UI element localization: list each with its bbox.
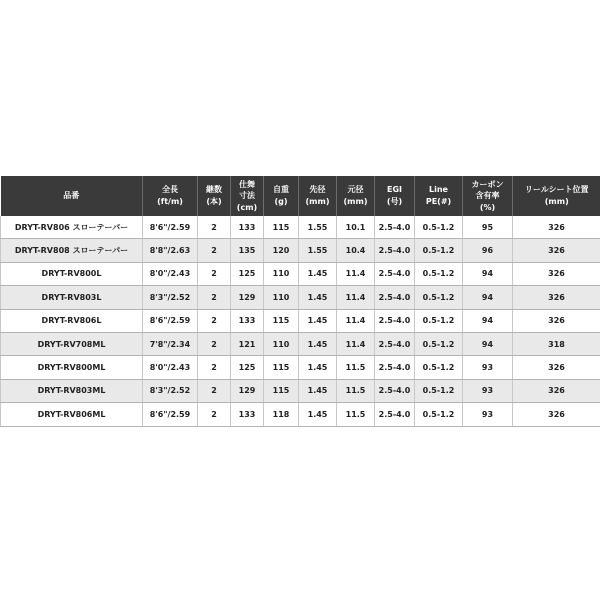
reel-seat-cell: 326 [513, 379, 600, 402]
pieces-cell: 2 [198, 216, 231, 239]
line-cell: 0.5-1.2 [415, 379, 463, 402]
table-row [1, 332, 600, 355]
col-header-pieces [198, 176, 231, 216]
egi-cell: 2.5-4.0 [375, 379, 415, 402]
header-line: 含有率 [475, 191, 500, 201]
butt-dia-cell: 11.5 [337, 403, 375, 426]
reel-seat-cell: 326 [513, 403, 600, 426]
closed-length-cell: 121 [231, 332, 264, 355]
carbon-cell: 95 [463, 216, 513, 239]
weight-cell: 118 [264, 403, 299, 426]
line-cell: 0.5-1.2 [415, 356, 463, 379]
table-row [1, 379, 600, 402]
tip-dia-cell: 1.45 [299, 286, 337, 309]
header-line: (mm) [343, 197, 368, 206]
length-cell: 8'3"/2.52 [143, 379, 198, 402]
model-cell: DRYT-RV806 スローテーパー [1, 216, 143, 239]
length-cell: 8'0"/2.43 [143, 356, 198, 379]
weight-cell: 110 [264, 332, 299, 355]
reel-seat-cell: 326 [513, 239, 600, 262]
tip-dia-cell: 1.45 [299, 356, 337, 379]
weight-cell: 115 [264, 309, 299, 332]
length-cell: 8'3"/2.52 [143, 286, 198, 309]
header-line: (本) [206, 197, 222, 206]
tip-dia-cell: 1.45 [299, 262, 337, 285]
carbon-cell: 93 [463, 356, 513, 379]
pieces-cell: 2 [198, 286, 231, 309]
col-header-length [143, 176, 198, 216]
closed-length-cell: 133 [231, 216, 264, 239]
header-line: リールシート位置 [524, 185, 589, 195]
line-cell: 0.5-1.2 [415, 262, 463, 285]
line-cell: 0.5-1.2 [415, 239, 463, 262]
model-cell: DRYT-RV806L [1, 309, 143, 332]
tip-dia-cell: 1.55 [299, 239, 337, 262]
weight-cell: 110 [264, 286, 299, 309]
egi-cell: 2.5-4.0 [375, 332, 415, 355]
carbon-cell: 94 [463, 262, 513, 285]
length-cell: 7'8"/2.34 [143, 332, 198, 355]
closed-length-cell: 133 [231, 403, 264, 426]
table-row [1, 239, 600, 262]
header-row [1, 176, 600, 216]
reel-seat-cell: 318 [513, 332, 600, 355]
pieces-cell: 2 [198, 332, 231, 355]
closed-length-cell: 129 [231, 286, 264, 309]
col-header-line [415, 176, 463, 216]
butt-dia-cell: 11.4 [337, 262, 375, 285]
reel-seat-cell: 326 [513, 356, 600, 379]
pieces-cell: 2 [198, 239, 231, 262]
header-line: (号) [386, 197, 403, 206]
line-cell: 0.5-1.2 [415, 309, 463, 332]
col-header-carbon [463, 176, 513, 216]
tip-dia-cell: 1.45 [299, 309, 337, 332]
col-header-closed-length [231, 176, 264, 216]
butt-dia-cell: 11.5 [337, 379, 375, 402]
header-line: (ft/m) [157, 197, 183, 206]
header-line: (mm) [544, 197, 569, 206]
model-cell: DRYT-RV806ML [1, 403, 143, 426]
header-line: (mm) [305, 197, 330, 206]
butt-dia-cell: 10.4 [337, 239, 375, 262]
table-row [1, 403, 600, 426]
model-cell: DRYT-RV800ML [1, 356, 143, 379]
tip-dia-cell: 1.45 [299, 403, 337, 426]
closed-length-cell: 125 [231, 356, 264, 379]
header-line: 自重 [273, 185, 289, 195]
table-body [1, 216, 600, 426]
line-cell: 0.5-1.2 [415, 216, 463, 239]
header-line: 継数 [206, 185, 222, 195]
egi-cell: 2.5-4.0 [375, 356, 415, 379]
line-cell: 0.5-1.2 [415, 403, 463, 426]
butt-dia-cell: 11.4 [337, 309, 375, 332]
header-line: Line [429, 185, 448, 195]
col-header-egi [375, 176, 415, 216]
pieces-cell: 2 [198, 309, 231, 332]
tip-dia-cell: 1.55 [299, 216, 337, 239]
pieces-cell: 2 [198, 379, 231, 402]
header-line: 仕舞 [239, 179, 255, 189]
reel-seat-cell: 326 [513, 216, 600, 239]
carbon-cell: 94 [463, 286, 513, 309]
col-header-model [1, 176, 143, 216]
egi-cell: 2.5-4.0 [375, 262, 415, 285]
reel-seat-cell: 326 [513, 286, 600, 309]
model-cell: DRYT-RV808 スローテーパー [1, 239, 143, 262]
butt-dia-cell: 11.4 [337, 332, 375, 355]
line-cell: 0.5-1.2 [415, 332, 463, 355]
header-line: 寸法 [239, 191, 255, 201]
pieces-cell: 2 [198, 403, 231, 426]
table-row [1, 286, 600, 309]
line-cell: 0.5-1.2 [415, 286, 463, 309]
table-row [1, 262, 600, 285]
weight-cell: 115 [264, 356, 299, 379]
closed-length-cell: 125 [231, 262, 264, 285]
weight-cell: 110 [264, 262, 299, 285]
weight-cell: 115 [264, 379, 299, 402]
table-row [1, 356, 600, 379]
butt-dia-cell: 10.1 [337, 216, 375, 239]
pieces-cell: 2 [198, 262, 231, 285]
closed-length-cell: 133 [231, 309, 264, 332]
header-line: 先径 [309, 185, 326, 195]
model-cell: DRYT-RV803L [1, 286, 143, 309]
carbon-cell: 93 [463, 379, 513, 402]
model-cell: DRYT-RV708ML [1, 332, 143, 355]
egi-cell: 2.5-4.0 [375, 286, 415, 309]
header-line: (g) [274, 197, 288, 206]
rod-spec-table [0, 176, 600, 427]
tip-dia-cell: 1.45 [299, 379, 337, 402]
col-header-reel-seat [513, 176, 600, 216]
butt-dia-cell: 11.4 [337, 286, 375, 309]
carbon-cell: 94 [463, 309, 513, 332]
length-cell: 8'0"/2.43 [143, 262, 198, 285]
model-cell: DRYT-RV803ML [1, 379, 143, 402]
egi-cell: 2.5-4.0 [375, 309, 415, 332]
reel-seat-cell: 326 [513, 262, 600, 285]
header-line: 全長 [162, 185, 178, 195]
header-line: 元径 [347, 185, 364, 195]
carbon-cell: 93 [463, 403, 513, 426]
header-line: カーボン [471, 179, 504, 189]
col-header-tip-dia [299, 176, 337, 216]
closed-length-cell: 129 [231, 379, 264, 402]
header-line: EGI [386, 185, 402, 195]
length-cell: 8'8"/2.63 [143, 239, 198, 262]
table-row [1, 216, 600, 239]
col-header-weight [264, 176, 299, 216]
butt-dia-cell: 11.5 [337, 356, 375, 379]
carbon-cell: 94 [463, 332, 513, 355]
length-cell: 8'6"/2.59 [143, 309, 198, 332]
tip-dia-cell: 1.45 [299, 332, 337, 355]
length-cell: 8'6"/2.59 [143, 403, 198, 426]
weight-cell: 120 [264, 239, 299, 262]
pieces-cell: 2 [198, 356, 231, 379]
table-row [1, 309, 600, 332]
reel-seat-cell: 326 [513, 309, 600, 332]
egi-cell: 2.5-4.0 [375, 239, 415, 262]
col-header-butt-dia [337, 176, 375, 216]
closed-length-cell: 135 [231, 239, 264, 262]
header-line: (%) [479, 202, 496, 212]
header-line: PE(#) [425, 197, 452, 206]
model-cell: DRYT-RV800L [1, 262, 143, 285]
header-line: 品番 [63, 191, 80, 201]
egi-cell: 2.5-4.0 [375, 216, 415, 239]
length-cell: 8'6"/2.59 [143, 216, 198, 239]
header-line: (cm) [236, 202, 258, 212]
carbon-cell: 96 [463, 239, 513, 262]
weight-cell: 115 [264, 216, 299, 239]
egi-cell: 2.5-4.0 [375, 403, 415, 426]
